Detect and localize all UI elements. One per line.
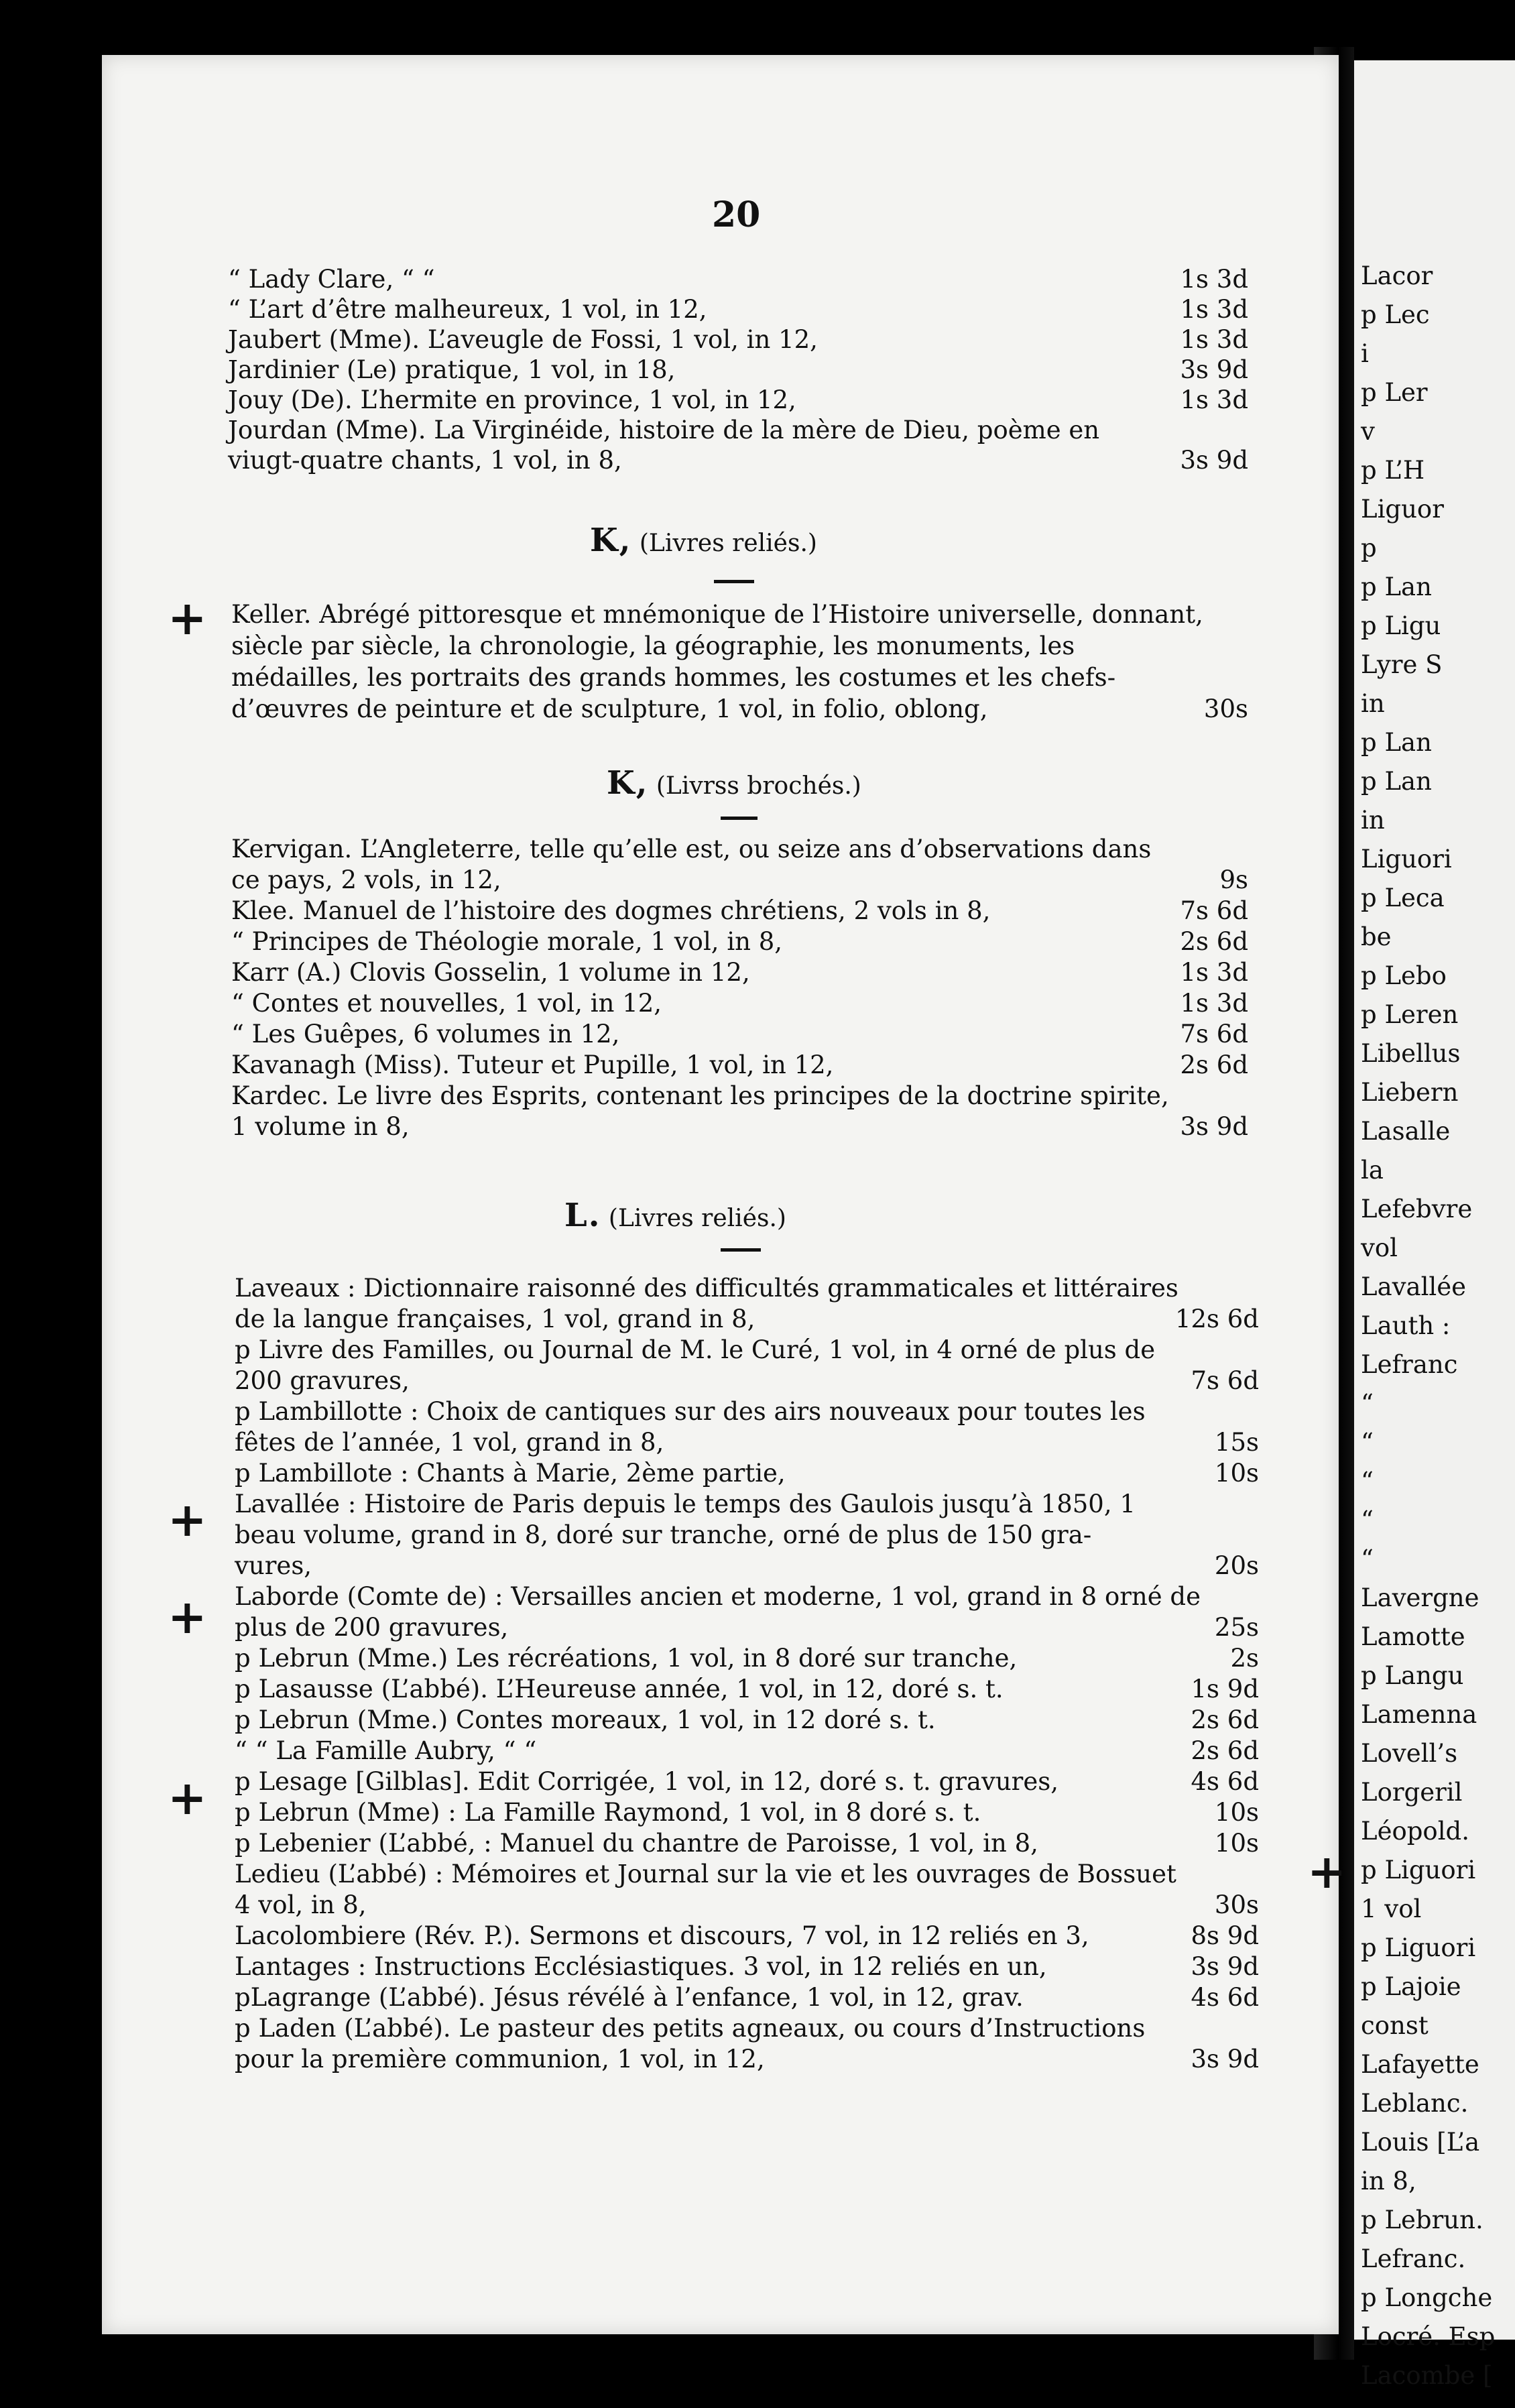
entry-price: 2s 6d bbox=[1180, 1050, 1248, 1079]
right-page-line: Lafayette bbox=[1361, 2050, 1479, 2079]
entry-text: Keller. Abrégé pittoresque et mnémonique de l’Histoire universelle, donnant, bbox=[231, 600, 1203, 629]
entry-price: 25s bbox=[1214, 1613, 1259, 1642]
right-page-line: Lyre S bbox=[1361, 650, 1443, 679]
section-label: (Livres reliés.) bbox=[608, 1205, 786, 1232]
entry-text: médailles, les portraits des grands hommes, les costumes et les chefs- bbox=[231, 663, 1116, 692]
entry-price: 9s bbox=[1219, 865, 1248, 894]
section-rule bbox=[721, 817, 758, 820]
right-page-line: i bbox=[1361, 339, 1369, 368]
right-page-line: Locré. Esp bbox=[1361, 2322, 1496, 2351]
entry-text: 200 gravures, bbox=[235, 1366, 410, 1395]
entry-price: 3s 9d bbox=[1180, 355, 1248, 384]
entry-price: 15s bbox=[1214, 1428, 1259, 1457]
section-letter: L. bbox=[564, 1197, 601, 1234]
entry-text: Laveaux : Dictionnaire raisonné des difficultés grammaticales et littéraires bbox=[235, 1274, 1178, 1303]
section-label: (Livres reliés.) bbox=[639, 530, 817, 557]
entry-text: 4 vol, in 8, bbox=[235, 1890, 367, 1919]
entry-text: “ Lady Clare, “ “ bbox=[228, 265, 435, 294]
entry-text: “ Contes et nouvelles, 1 vol, in 12, bbox=[231, 989, 662, 1018]
right-page-line: Lefranc. bbox=[1361, 2244, 1466, 2273]
entry-text: Klee. Manuel de l’histoire des dogmes chrétiens, 2 vols in 8, bbox=[231, 896, 991, 925]
margin-cross-mark: + bbox=[168, 1770, 207, 1825]
entry-text: Kervigan. L’Angleterre, telle qu’elle est, ou seize ans d’observations dans bbox=[231, 835, 1152, 863]
entry-price: 3s 9d bbox=[1180, 1112, 1248, 1141]
entry-text: fêtes de l’année, 1 vol, grand in 8, bbox=[235, 1428, 664, 1457]
right-page-line: p Liguori bbox=[1361, 1856, 1476, 1884]
entry-text: p Lebrun (Mme.) Les récréations, 1 vol, in 8 doré sur tranche, bbox=[235, 1644, 1018, 1673]
right-page-line: p Liguori bbox=[1361, 1933, 1476, 1962]
right-page-line: p Langu bbox=[1361, 1661, 1464, 1690]
entry-price: 3s 9d bbox=[1191, 1952, 1259, 1981]
right-page-line: p Lan bbox=[1361, 573, 1432, 601]
entry-price: 4s 6d bbox=[1191, 1767, 1259, 1796]
entry-text: “ Principes de Théologie morale, 1 vol, in 8, bbox=[231, 927, 783, 956]
entry-text: pLagrange (L’abbé). Jésus révélé à l’enfance, 1 vol, in 12, grav. bbox=[235, 1983, 1024, 2012]
right-page-line: la bbox=[1361, 1156, 1384, 1185]
right-page-line: Lacombe [ bbox=[1361, 2361, 1493, 2390]
entry-text: Jouy (De). L’hermite en province, 1 vol, in 12, bbox=[228, 385, 796, 414]
entry-price: 1s 3d bbox=[1180, 295, 1248, 324]
entry-price: 2s bbox=[1230, 1644, 1259, 1673]
right-page-line: Louis [L’a bbox=[1361, 2128, 1480, 2157]
right-page-line: p Lan bbox=[1361, 767, 1432, 796]
entry-price: 7s 6d bbox=[1180, 1020, 1248, 1048]
entry-text: Jaubert (Mme). L’aveugle de Fossi, 1 vol, in 12, bbox=[228, 325, 818, 354]
entry-text: p Lesage [Gilblas]. Edit Corrigée, 1 vol, in 12, doré s. t. gravures, bbox=[235, 1767, 1059, 1796]
right-page-line: in bbox=[1361, 689, 1385, 718]
right-page-line: Lauth : bbox=[1361, 1311, 1451, 1340]
right-page-line: p Ler bbox=[1361, 378, 1428, 407]
entry-text: Kavanagh (Miss). Tuteur et Pupille, 1 vol, in 12, bbox=[231, 1050, 834, 1079]
right-page-line: Liguori bbox=[1361, 845, 1452, 874]
right-page-line: p Lec bbox=[1361, 300, 1430, 329]
right-page-line: Lefranc bbox=[1361, 1350, 1458, 1379]
right-page-line: Libellus bbox=[1361, 1039, 1461, 1068]
entry-text: “ L’art d’être malheureux, 1 vol, in 12, bbox=[228, 295, 707, 324]
section-rule bbox=[721, 1248, 761, 1252]
right-page-line: “ bbox=[1361, 1467, 1374, 1496]
right-page-line: Liebern bbox=[1361, 1078, 1459, 1107]
right-page-line: Lavallée bbox=[1361, 1272, 1467, 1301]
entry-price: 10s bbox=[1214, 1798, 1259, 1827]
section-rule bbox=[714, 580, 754, 583]
entry-text: p Lebenier (L’abbé, : Manuel du chantre de Paroisse, 1 vol, in 8, bbox=[235, 1829, 1038, 1858]
right-page-line: p Lan bbox=[1361, 728, 1432, 757]
entry-text: siècle par siècle, la chronologie, la géographie, les monuments, les bbox=[231, 631, 1075, 660]
right-page-fragment bbox=[1354, 60, 1515, 2390]
entry-price: 1s 3d bbox=[1180, 325, 1248, 354]
section-letter: K, bbox=[590, 522, 632, 559]
entry-text: Ledieu (L’abbé) : Mémoires et Journal sur la vie et les ouvrages de Bossuet bbox=[235, 1860, 1176, 1888]
right-page-line: in bbox=[1361, 806, 1385, 835]
section-letter: K, bbox=[607, 764, 649, 802]
right-page-line: Lasalle bbox=[1361, 1117, 1451, 1146]
right-page-line: p Lebo bbox=[1361, 961, 1447, 990]
entry-price: 3s 9d bbox=[1191, 2045, 1259, 2073]
right-page-line: p Ligu bbox=[1361, 611, 1441, 640]
entry-text: Lantages : Instructions Ecclésiastiques. 3 vol, in 12 reliés en un, bbox=[235, 1952, 1047, 1981]
entry-price: 30s bbox=[1214, 1890, 1259, 1919]
right-page-line: Leblanc. bbox=[1361, 2089, 1469, 2118]
section-label: (Livrss brochés.) bbox=[656, 772, 861, 800]
entry-price: 10s bbox=[1214, 1829, 1259, 1858]
entry-text: Lacolombiere (Rév. P.). Sermons et discours, 7 vol, in 12 reliés en 3, bbox=[235, 1921, 1089, 1950]
entry-price: 2s 6d bbox=[1191, 1705, 1259, 1734]
entry-text: de la langue françaises, 1 vol, grand in 8, bbox=[235, 1305, 755, 1333]
entry-price: 1s 3d bbox=[1180, 989, 1248, 1018]
entry-text: Jardinier (Le) pratique, 1 vol, in 18, bbox=[228, 355, 676, 384]
right-page-line: Lamotte bbox=[1361, 1622, 1465, 1651]
entry-text: 1 volume in 8, bbox=[231, 1112, 410, 1141]
right-page-line: p Leca bbox=[1361, 884, 1445, 912]
right-page-line: in 8, bbox=[1361, 2167, 1416, 2195]
entry-text: Kardec. Le livre des Esprits, contenant les principes de la doctrine spirite, bbox=[231, 1081, 1169, 1110]
right-page-line: p Longche bbox=[1361, 2283, 1493, 2312]
page-number: 20 bbox=[712, 194, 761, 235]
right-page-line: vol bbox=[1361, 1233, 1398, 1262]
right-page-line: Lorgeril bbox=[1361, 1778, 1463, 1807]
entry-price: 3s 9d bbox=[1180, 446, 1248, 475]
margin-cross-mark: + bbox=[1307, 1844, 1347, 1899]
entry-text: pour la première communion, 1 vol, in 12, bbox=[235, 2045, 765, 2073]
entry-text: “ Les Guêpes, 6 volumes in 12, bbox=[231, 1020, 620, 1048]
right-page-line: p Lajoie bbox=[1361, 1972, 1461, 2001]
right-page-line: p bbox=[1361, 534, 1377, 562]
right-page-line: p Leren bbox=[1361, 1000, 1459, 1029]
entry-price: 7s 6d bbox=[1180, 896, 1248, 925]
entry-text: plus de 200 gravures, bbox=[235, 1613, 509, 1642]
entry-text: “ “ La Famille Aubry, “ “ bbox=[235, 1736, 537, 1765]
entry-price: 1s 3d bbox=[1180, 265, 1248, 294]
margin-cross-mark: + bbox=[168, 590, 207, 646]
entry-price: 10s bbox=[1214, 1459, 1259, 1488]
section-k-relies bbox=[590, 522, 817, 559]
entry-text: p Lebrun (Mme) : La Famille Raymond, 1 vol, in 8 doré s. t. bbox=[235, 1798, 981, 1827]
entry-text: d’œuvres de peinture et de sculpture, 1 vol, in folio, oblong, bbox=[231, 695, 988, 723]
right-page-line: 1 vol bbox=[1361, 1894, 1422, 1923]
entry-text: ce pays, 2 vols, in 12, bbox=[231, 865, 501, 894]
right-page-line: “ bbox=[1361, 1545, 1374, 1573]
entry-price: 1s 3d bbox=[1180, 958, 1248, 987]
right-page-line: p Lebrun. bbox=[1361, 2206, 1483, 2234]
entry-text: beau volume, grand in 8, doré sur tranche, orné de plus de 150 gra- bbox=[235, 1520, 1092, 1549]
entry-text: p Lasausse (L’abbé). L’Heureuse année, 1 vol, in 12, doré s. t. bbox=[235, 1675, 1004, 1703]
entry-price: 1s 3d bbox=[1180, 385, 1248, 414]
entry-text: vures, bbox=[235, 1551, 312, 1580]
section-k-broches bbox=[607, 764, 861, 802]
right-page-line: p L’H bbox=[1361, 456, 1425, 485]
entry-text: p Lebrun (Mme.) Contes moreaux, 1 vol, in 12 doré s. t. bbox=[235, 1705, 936, 1734]
entry-price: 30s bbox=[1203, 695, 1248, 723]
entry-text: p Laden (L’abbé). Le pasteur des petits agneaux, ou cours d’Instructions bbox=[235, 2014, 1146, 2043]
right-page-line: Lefebvre bbox=[1361, 1195, 1473, 1223]
entry-text: p Lambillote : Chants à Marie, 2ème partie, bbox=[235, 1459, 786, 1488]
right-page-line: Lacor bbox=[1361, 261, 1433, 290]
right-page-line: “ bbox=[1361, 1389, 1374, 1418]
entry-price: 4s 6d bbox=[1191, 1983, 1259, 2012]
entry-price: 7s 6d bbox=[1191, 1366, 1259, 1395]
entry-text: viugt-quatre chants, 1 vol, in 8, bbox=[228, 446, 622, 475]
entry-price: 20s bbox=[1214, 1551, 1259, 1580]
right-page-line: be bbox=[1361, 922, 1392, 951]
entry-text: Lavallée : Histoire de Paris depuis le temps des Gaulois jusqu’à 1850, 1 bbox=[235, 1490, 1136, 1518]
entry-text: p Lambillotte : Choix de cantiques sur des airs nouveaux pour toutes les bbox=[235, 1397, 1146, 1426]
right-page-line: “ bbox=[1361, 1506, 1374, 1534]
right-page-line: Léopold. bbox=[1361, 1817, 1469, 1846]
entry-price: 1s 9d bbox=[1191, 1675, 1259, 1703]
entry-price: 2s 6d bbox=[1191, 1736, 1259, 1765]
right-page-line: Liguor bbox=[1361, 495, 1444, 524]
margin-cross-mark: + bbox=[168, 1589, 207, 1644]
entry-text: Jourdan (Mme). La Virginéide, histoire de la mère de Dieu, poème en bbox=[228, 416, 1100, 444]
entry-text: Laborde (Comte de) : Versailles ancien et moderne, 1 vol, grand in 8 orné de bbox=[235, 1582, 1201, 1611]
section-l-relies bbox=[564, 1197, 786, 1234]
right-page-line: Lovell’s bbox=[1361, 1739, 1458, 1768]
entry-text: p Livre des Familles, ou Journal de M. le Curé, 1 vol, in 4 orné de plus de bbox=[235, 1335, 1156, 1364]
right-page-line: Lamenna bbox=[1361, 1700, 1477, 1729]
right-page-line: const bbox=[1361, 2011, 1429, 2040]
right-page-line: Lavergne bbox=[1361, 1583, 1479, 1612]
entry-text: Karr (A.) Clovis Gosselin, 1 volume in 12, bbox=[231, 958, 750, 987]
right-page-line: v bbox=[1361, 417, 1375, 446]
margin-cross-mark: + bbox=[168, 1492, 207, 1547]
entry-price: 2s 6d bbox=[1180, 927, 1248, 956]
entry-price: 12s 6d bbox=[1174, 1305, 1259, 1333]
entry-price: 8s 9d bbox=[1191, 1921, 1259, 1950]
right-page-line: “ bbox=[1361, 1428, 1374, 1457]
